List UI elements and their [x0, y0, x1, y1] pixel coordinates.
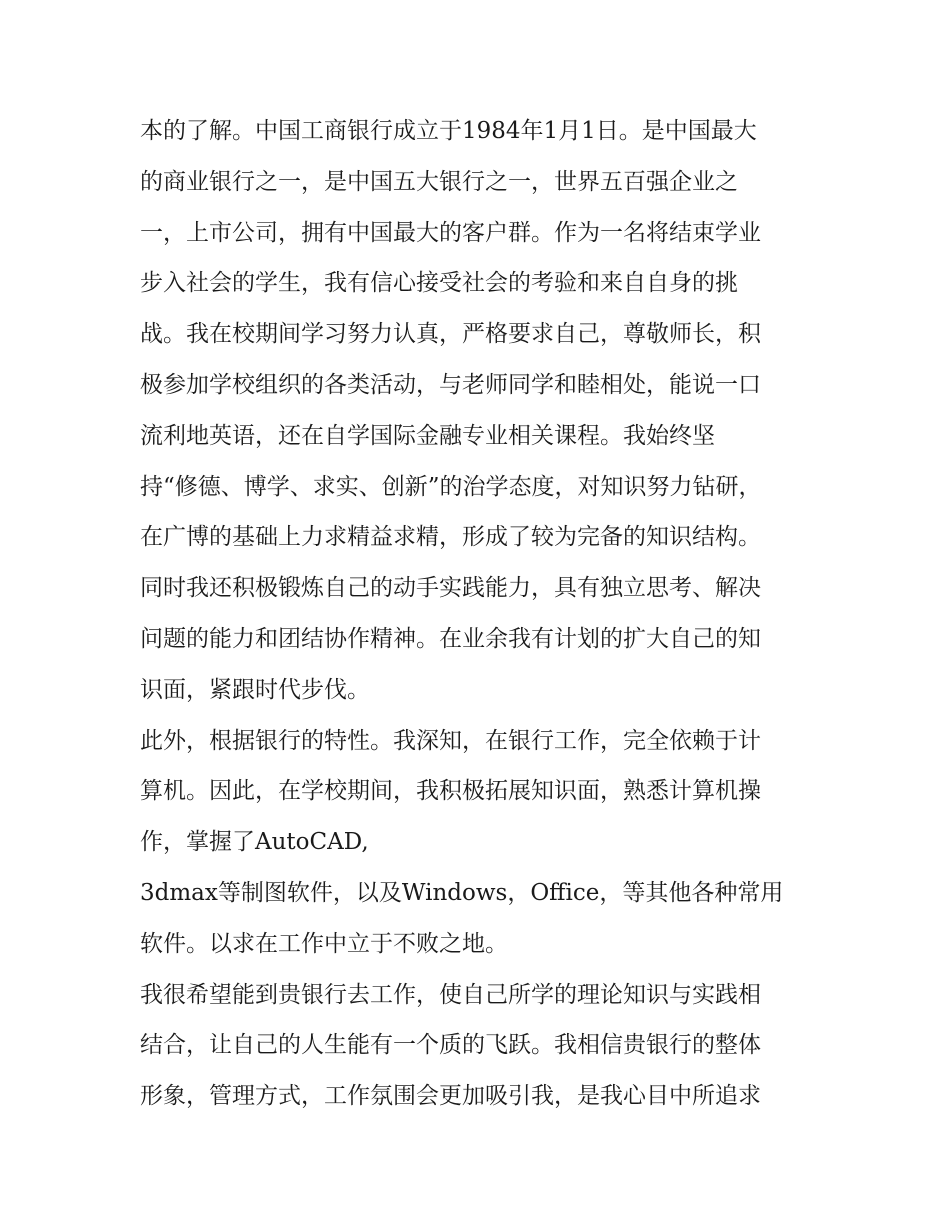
text-line: 战。我在校期间学习努力认真，严格要求自己，尊敬师长，积 [140, 321, 761, 348]
text-line: 形象，管理方式，工作氛围会更加吸引我，是我心目中所追求 [140, 1083, 761, 1110]
text-line: 的商业银行之一，是中国五大银行之一，世界五百强企业之 [140, 168, 738, 195]
text-line: 极参加学校组织的各类活动，与老师同学和睦相处，能说一口 [140, 371, 761, 398]
text-line: 算机。因此，在学校期间，我积极拓展知识面，熟悉计算机操 [140, 778, 761, 805]
text-line: 持“修德、博学、求实、创新”的治学态度，对知识努力钻研， [140, 473, 762, 500]
text-line: 一，上市公司，拥有中国最大的客户群。作为一名将结束学业 [140, 219, 761, 246]
text-line: 问题的能力和团结协作精神。在业余我有计划的扩大自己的知 [140, 625, 761, 652]
text-line: 3dmax等制图软件，以及Windows，Office，等其他各种常用 [140, 879, 784, 906]
text-line: 识面，紧跟时代步伐。 [140, 676, 370, 703]
text-line: 步入社会的学生，我有信心接受社会的考验和来自自身的挑 [140, 270, 738, 297]
text-line: 在广博的基础上力求精益求精，形成了较为完备的知识结构。 [140, 524, 761, 551]
text-line: 结合，让自己的人生能有一个质的飞跃。我相信贵银行的整体 [140, 1032, 761, 1059]
text-line: 软件。以求在工作中立于不败之地。 [140, 930, 508, 957]
text-line: 此外，根据银行的特性。我深知，在银行工作，完全依赖于计 [140, 727, 761, 754]
text-line: 本的了解。中国工商银行成立于1984年1月1日。是中国最大 [140, 118, 757, 144]
document-body [140, 106, 820, 1122]
text-line: 流利地英语，还在自学国际金融专业相关课程。我始终坚 [140, 422, 715, 449]
text-line: 我很希望能到贵银行去工作，使自己所学的理论知识与实践相 [140, 981, 761, 1008]
text-line: 同时我还积极锻炼自己的动手实践能力，具有独立思考、解决 [140, 575, 761, 602]
text-line: 作，掌握了AutoCAD, [140, 829, 369, 856]
